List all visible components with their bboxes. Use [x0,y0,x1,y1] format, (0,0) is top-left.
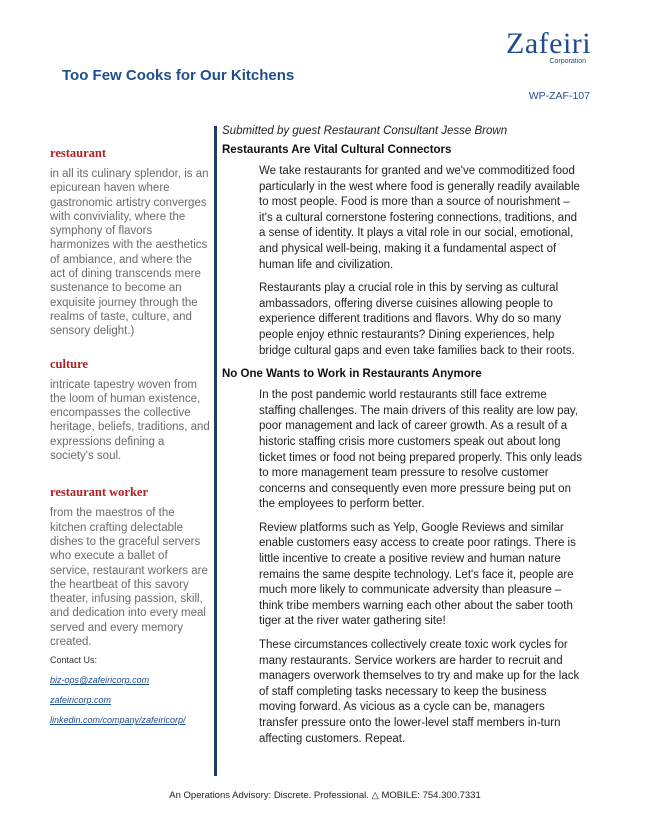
paragraph: Review platforms such as Yelp, Google Reviews and similar enable customers easy access to create poor ratings. There is little incentive to create a positive review and human nature remains the same despite technology. Let's face it, people are much more likely to communicate adversity than pleasure – think tribe members warning each other about the saber tooth tiger at the river water gathering site! [259,521,576,628]
section-heading: Restaurants Are Vital Cultural Connectors [222,144,452,156]
glossary-entry [50,485,210,649]
contact-label: Contact Us: [50,655,98,666]
article-body [222,124,586,755]
footer-text: An Operations Advisory: Discrete. Professional. △ MOBILE: 754.300.7331 [169,790,481,801]
column-divider [214,126,217,776]
company-logo [506,27,592,65]
paragraph: In the post pandemic world restaurants still face extreme staffing challenges. The main drivers of this reality are low pay, poor management and lack of career growth. As a result of a historic staffing crisis more customers speak out about long ticket times or food not being prepared properly. This only leads to more management team pressure to resolve customer concerns and consequently even more pressure being put on the employees to perform better. [259,389,583,511]
glossary-term: restaurant worker [50,485,149,500]
glossary-term: culture [50,356,88,371]
glossary-entry [50,146,210,339]
website-link[interactable]: zafeiricorp.com [50,695,112,706]
logo-subtitle: Corporation [549,58,586,65]
byline: Submitted by guest Restaurant Consultant Jesse Brown [222,125,508,137]
glossary-term: restaurant [50,146,107,160]
section-heading: No One Wants to Work in Restaurants Anymore [222,368,482,381]
email-link[interactable]: biz-ops@zafeiricorp.com [50,675,150,686]
sidebar-glossary [50,146,210,725]
document-id: WP-ZAF-107 [528,90,590,102]
linkedin-link[interactable]: linkedin.com/company/zafeiricorp/ [50,715,186,726]
glossary-entry [50,357,210,464]
paragraph: Restaurants play a crucial role in this by serving as cultural ambassadors, offering diverse cuisines allowing people to experience different traditions and flavors. Why do so many people enjoy ethnic restaurants? Dining experiences, help bridge cultural gaps and even take families back to their roots. [259,282,575,357]
logo-name: Zafeiri [506,27,592,60]
glossary-definition: in all its culinary splendor, is an epicurean haven where gastronomic artistry converges with conviviality, where the symphony of flavors harmonizes with the aesthetics of ambiance, and where the act of dining transcends mere sustenance to become an exquisite journey through the realms of taste, culture, and sensory delight.) [50,168,209,338]
glossary-definition: intricate tapestry woven from the loom of human existence, encompasses the collective heritage, beliefs, traditions, and expressions defining a society's soul. [50,378,210,463]
paragraph: These circumstances collectively create toxic work cycles for many restaurants. Service workers are harder to recruit and managers overwork themselves to try and make up for the lack of staff completing tasks necessary to keep the business moving forward. As vicious as a cycle can be, managers transfer pressure onto the lower-level staff members in-turn affecting customers. Repeat. [259,639,580,745]
glossary-definition: from the maestros of the kitchen crafting delectable dishes to the graceful servers who execute a ballet of service, restaurant workers are the heartbeat of this savory theater, infusing passion, skill, and dedication into every meal served and every memory created. [50,507,208,649]
page-title: Too Few Cooks for Our Kitchens [62,67,295,84]
paragraph: We take restaurants for granted and we've commoditized food particularly in the west where food is generally readily available to most people. Food is more than a source of nourishment – it's a cultural cornerstone fostering connections, traditions, and a sense of identity. It plays a vital role in our social, emotional, and physical well-being, making it a fundamental aspect of human life and civilization. [259,165,580,271]
